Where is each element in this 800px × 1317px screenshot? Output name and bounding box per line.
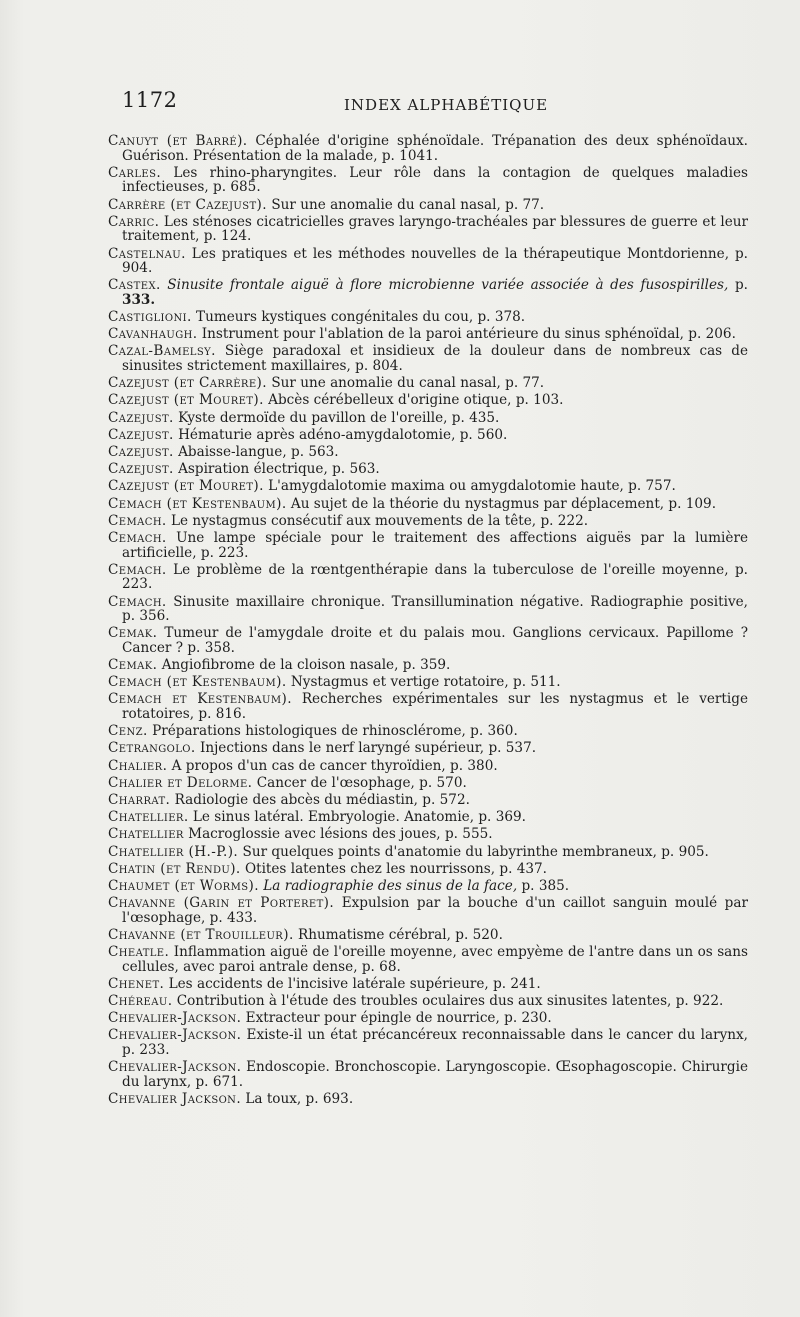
index-entry bbox=[108, 215, 748, 244]
index-entry bbox=[108, 531, 748, 560]
entry-author: Cemach. bbox=[108, 529, 167, 546]
index-entry bbox=[108, 514, 748, 529]
running-head: INDEX ALPHABÉTIQUE bbox=[344, 96, 549, 114]
entry-author: Chatellier. bbox=[108, 809, 189, 826]
entry-author: Cazejust. bbox=[108, 409, 174, 426]
entry-text: Les sténoses cicatricielles graves laryngo-trachéales par blessures de guerre et leur traitement, p. 124. bbox=[122, 213, 749, 245]
entry-text: Abaisse-langue, p. 563. bbox=[178, 444, 339, 460]
entry-author: Chevalier-Jackson. bbox=[108, 1027, 242, 1044]
index-entry bbox=[108, 327, 748, 342]
entry-text: Radiologie des abcès du médiastin, p. 572. bbox=[174, 791, 470, 808]
entry-author: Chatellier bbox=[108, 826, 184, 843]
entry-author: Cavanhaugh. bbox=[108, 326, 198, 343]
index-entry bbox=[108, 675, 748, 690]
entry-text: Inflammation aiguë de l'oreille moyenne, avec empyème de l'antre dans un os sans cellules, avec paroi antrale dense, p. 68. bbox=[122, 944, 749, 975]
index-entry bbox=[108, 595, 748, 624]
index-entry bbox=[108, 247, 748, 276]
index-entry bbox=[108, 462, 748, 477]
entry-text: Le problème de la rœntgenthérapie dans la tuberculose de l'oreille moyenne, p. 223. bbox=[122, 561, 748, 593]
index-entry-list bbox=[108, 134, 748, 1109]
entry-author: Castiglioni. bbox=[108, 309, 192, 326]
index-entry bbox=[108, 862, 748, 877]
index-entry bbox=[108, 945, 748, 974]
index-entry bbox=[108, 1028, 748, 1057]
entry-text: Sur une anomalie du canal nasal, p. 77. bbox=[271, 375, 545, 392]
entry-text: Les rhino-pharyngites. Leur rôle dans la contagion de quelques maladies infectieuses, p. 685. bbox=[122, 164, 748, 196]
entry-author: Carric. bbox=[108, 213, 160, 230]
index-entry bbox=[108, 626, 748, 655]
entry-text: Siège paradoxal et insidieux de la douleur dans de nombreux cas de sinusites strictement maxillaires, p. 804. bbox=[122, 343, 748, 375]
entry-text: Abcès cérébelleux d'origine otique, p. 103. bbox=[268, 392, 564, 409]
entry-author: Cemach. bbox=[108, 593, 167, 610]
entry-author: Cemach (et Kestenbaum). bbox=[108, 674, 287, 691]
index-entry bbox=[108, 198, 748, 213]
entry-author: Chatellier (H.-P.). bbox=[108, 843, 239, 860]
entry-text: Le nystagmus consécutif aux mouvements de la tête, p. 222. bbox=[170, 512, 589, 529]
entry-author: Castex. bbox=[108, 277, 161, 294]
entry-author: Cheatle. bbox=[108, 944, 170, 961]
entry-author: Cazal-Bamelsy. bbox=[108, 343, 216, 360]
entry-text: Sur quelques points d'anatomie du labyrinthe membraneux, p. 905. bbox=[242, 843, 709, 860]
index-entry bbox=[108, 759, 748, 774]
entry-text: Contribution à l'étude des troubles oculaires dus aux sinusites latentes, p. 922. bbox=[176, 993, 724, 1010]
entry-text: Expulsion par la bouche d'un caillot sanguin moulé par l'œsophage, p. 433. bbox=[122, 895, 748, 926]
index-entry bbox=[108, 827, 748, 842]
entry-text: Sinusite maxillaire chronique. Transillumination négative. Radiographie positive, p. 356. bbox=[122, 593, 748, 625]
index-entry bbox=[108, 896, 748, 925]
index-entry bbox=[108, 658, 748, 673]
index-entry bbox=[108, 1011, 748, 1026]
entry-author: Chenet. bbox=[108, 975, 165, 992]
entry-author: Cemak. bbox=[108, 625, 158, 642]
entry-author: Carles. bbox=[108, 164, 162, 181]
entry-text: Angiofibrome de la cloison nasale, p. 359. bbox=[161, 657, 451, 674]
entry-text: Cancer de l'œsophage, p. 570. bbox=[256, 774, 467, 791]
index-entry bbox=[108, 445, 748, 460]
index-entry bbox=[108, 928, 748, 943]
index-entry bbox=[108, 741, 748, 756]
entry-text: Existe-il un état précancéreux reconnaissable dans le cancer du larynx, p. 233. bbox=[122, 1027, 748, 1058]
index-entry bbox=[108, 793, 748, 808]
index-entry bbox=[108, 278, 748, 307]
entry-text: Nystagmus et vertige rotatoire, p. 511. bbox=[290, 674, 561, 691]
entry-author: Cazejust. bbox=[108, 461, 174, 478]
entry-text: Céphalée d'origine sphénoïdale. Trépanation des deux sphénoïdaux. Guérison. Présentation de la malade, p. 1041. bbox=[122, 133, 748, 164]
entry-text: Recherches expérimentales sur les nystagmus et le vertige rotatoires, p. 816. bbox=[122, 691, 748, 723]
entry-text: Macroglossie avec lésions des joues, p. 555. bbox=[188, 826, 493, 843]
page-number: 1172 bbox=[122, 88, 178, 112]
entry-author: Chalier. bbox=[108, 757, 168, 774]
index-entry bbox=[108, 479, 748, 494]
index-entry bbox=[108, 1092, 748, 1107]
entry-author: Chatin (et Rendu). bbox=[108, 860, 241, 877]
entry-text: Injections dans le nerf laryngé supérieur, p. 537. bbox=[199, 740, 537, 757]
entry-title-italic: Sinusite frontale aiguë à flore microbienne variée associée à des fusospirilles, bbox=[167, 277, 729, 294]
entry-text: Instrument pour l'ablation de la paroi antérieure du sinus sphénoïdal, p. 206. bbox=[201, 326, 736, 343]
entry-author: Cemach (et Kestenbaum). bbox=[108, 495, 287, 512]
entry-page-ref: 333. bbox=[122, 291, 156, 308]
index-entry bbox=[108, 724, 748, 739]
entry-text: Otites latentes chez les nourrissons, p. 437. bbox=[244, 860, 547, 877]
entry-text: p. 385. bbox=[521, 877, 570, 894]
entry-author: Chevalier-Jackson. bbox=[108, 1059, 242, 1076]
index-entry bbox=[108, 411, 748, 426]
entry-author: Chevalier-Jackson. bbox=[108, 1010, 242, 1027]
entry-text: Tumeur de l'amygdale droite et du palais mou. Ganglions cervicaux. Papillome ? Cancer ? p. 358. bbox=[122, 625, 748, 656]
index-entry bbox=[108, 692, 748, 721]
entry-title-italic: La radiographie des sinus de la face, bbox=[263, 877, 518, 894]
entry-text: Rhumatisme cérébral, p. 520. bbox=[298, 926, 503, 943]
entry-text: Une lampe spéciale pour le traitement des affections aiguës par la lumière artificielle, p. 223. bbox=[122, 529, 748, 561]
entry-author: Chalier et Delorme. bbox=[108, 774, 253, 791]
index-entry bbox=[108, 310, 748, 325]
index-entry bbox=[108, 994, 748, 1009]
entry-text: Endoscopie. Bronchoscopie. Laryngoscopie. Œsophagoscopie. Chirurgie du larynx, p. 671. bbox=[122, 1059, 748, 1090]
index-entry bbox=[108, 563, 748, 592]
index-entry bbox=[108, 879, 748, 894]
entry-author: Chavanne (Garin et Porteret). bbox=[108, 895, 335, 912]
index-entry bbox=[108, 497, 748, 512]
entry-author: Canuyt (et Barré). bbox=[108, 133, 248, 149]
entry-author: Cemach et Kestenbaum). bbox=[108, 691, 292, 708]
entry-text: Sur une anomalie du canal nasal, p. 77. bbox=[271, 196, 545, 213]
entry-author: Cenz. bbox=[108, 723, 148, 740]
entry-author: Cazejust (et Carrère). bbox=[108, 375, 267, 392]
entry-text: Les accidents de l'incisive latérale supérieure, p. 241. bbox=[168, 975, 541, 992]
entry-author: Chavanne (et Trouilleur). bbox=[108, 926, 294, 943]
entry-author: Cetrangolo. bbox=[108, 740, 196, 757]
index-entry bbox=[108, 344, 748, 373]
index-entry bbox=[108, 977, 748, 992]
index-entry bbox=[108, 428, 748, 443]
index-entry bbox=[108, 393, 748, 408]
entry-text: Kyste dermoïde du pavillon de l'oreille, p. 435. bbox=[178, 409, 500, 426]
entry-author: Carrère (et Cazejust). bbox=[108, 196, 267, 213]
entry-author: Chaumet (et Worms). bbox=[108, 877, 259, 894]
entry-author: Cazejust (et Mouret). bbox=[108, 392, 264, 409]
index-entry bbox=[108, 776, 748, 791]
entry-author: Cazejust. bbox=[108, 444, 174, 460]
entry-text: Au sujet de la théorie du nystagmus par déplacement, p. 109. bbox=[290, 495, 717, 512]
entry-text: Aspiration électrique, p. 563. bbox=[178, 461, 380, 478]
entry-text: L'amygdalotomie maxima ou amygdalotomie haute, p. 757. bbox=[268, 478, 676, 495]
entry-author: Cemak. bbox=[108, 657, 158, 674]
entry-text: Extracteur pour épingle de nourrice, p. 230. bbox=[245, 1010, 552, 1027]
entry-author: Castelnau. bbox=[108, 245, 186, 262]
entry-author: Charrat. bbox=[108, 791, 171, 808]
entry-author: Cemach. bbox=[108, 512, 167, 529]
entry-author: Cemach. bbox=[108, 561, 167, 578]
index-entry bbox=[108, 845, 748, 860]
entry-text: Préparations histologiques de rhinosclérome, p. 360. bbox=[152, 723, 518, 740]
entry-text: Les pratiques et les méthodes nouvelles de la thérapeutique Montdorienne, p. 904. bbox=[122, 245, 748, 277]
entry-text: La toux, p. 693. bbox=[245, 1090, 354, 1107]
entry-text: Le sinus latéral. Embryologie. Anatomie, p. 369. bbox=[192, 809, 526, 826]
entry-text: p. bbox=[734, 277, 748, 294]
index-entry bbox=[108, 1060, 748, 1089]
index-entry bbox=[108, 810, 748, 825]
entry-text: Hématurie après adéno-amygdalotomie, p. 560. bbox=[178, 426, 508, 443]
entry-author: Chéreau. bbox=[108, 993, 173, 1010]
entry-author: Cazejust. bbox=[108, 426, 174, 443]
index-entry bbox=[108, 134, 748, 163]
entry-author: Cazejust (et Mouret). bbox=[108, 478, 264, 495]
entry-author: Chevalier Jackson. bbox=[108, 1090, 242, 1107]
entry-text: Tumeurs kystiques congénitales du cou, p. 378. bbox=[196, 309, 526, 326]
index-entry bbox=[108, 376, 748, 391]
entry-text: A propos d'un cas de cancer thyroïdien, p. 380. bbox=[171, 757, 498, 774]
index-entry bbox=[108, 166, 748, 195]
